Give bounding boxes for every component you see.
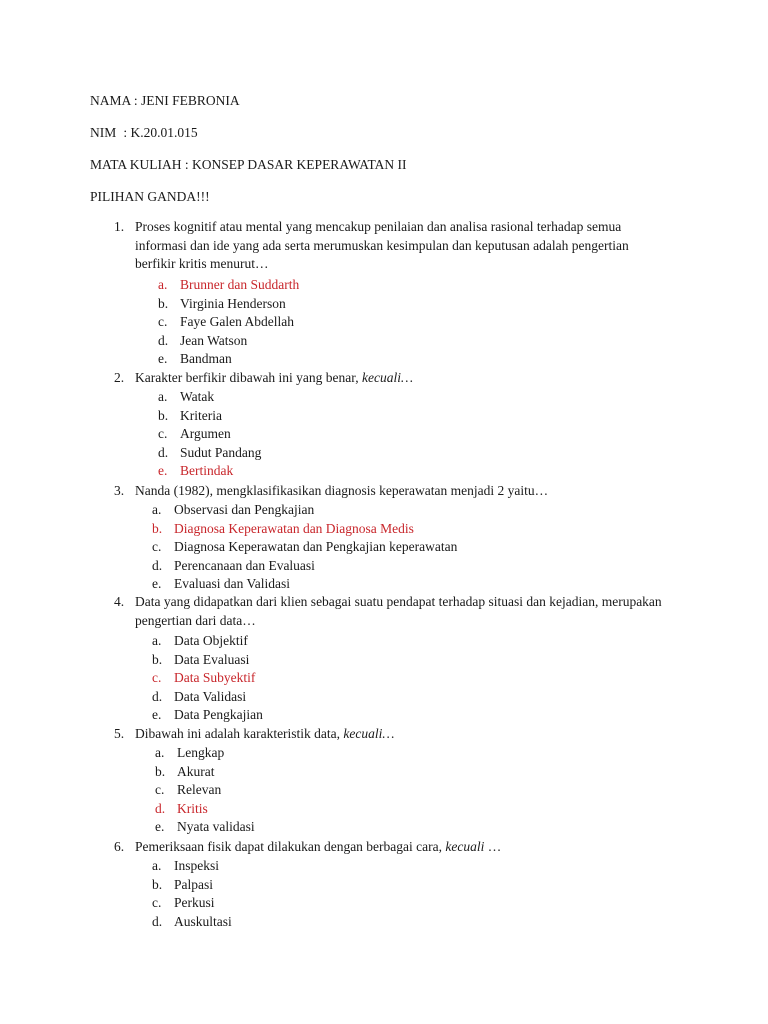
question-text-line: Dibawah ini adalah karakteristik data, <box>135 726 344 741</box>
nim-value: : K.20.01.015 <box>123 125 198 140</box>
option-letter: b. <box>152 876 163 892</box>
question-5 <box>114 725 674 744</box>
question-6 <box>114 838 674 857</box>
option-letter: b. <box>158 407 169 423</box>
student-name: NAMA : JENI FEBRONIA <box>90 93 240 108</box>
option-text: Observasi dan Pengkajian <box>174 502 315 517</box>
question-text <box>135 369 674 388</box>
option-text: Jean Watson <box>180 332 248 348</box>
question-text-line: Pemeriksaan fisik dapat dilakukan dengan berbagai cara, <box>135 839 446 854</box>
option-letter: c. <box>152 539 162 555</box>
option-letter: b. <box>152 651 163 667</box>
question-text <box>135 725 674 744</box>
option-letter: d. <box>155 800 166 816</box>
option-text: Kritis <box>177 800 208 816</box>
option-letter: c. <box>152 670 162 686</box>
section-title: PILIHAN GANDA!!! <box>90 189 210 204</box>
option-letter: a. <box>158 277 168 292</box>
option-letter: b. <box>152 520 163 536</box>
option-text: Brunner dan Suddarth <box>180 277 300 292</box>
option-text: Perencanaan dan Evaluasi <box>174 557 315 573</box>
question-emphasis: kecuali… <box>362 370 413 385</box>
question-text-line: berfikir kritis menurut… <box>135 256 269 271</box>
question-text-line: Karakter berfikir dibawah ini yang benar, <box>135 370 362 385</box>
question-number: 5. <box>114 726 125 741</box>
option-letter: b. <box>158 295 169 311</box>
question-number: 1. <box>114 219 125 234</box>
option-letter: d. <box>152 913 163 929</box>
question-text-line: informasi dan ide yang ada serta merumuskan kesimpulan dan keputusan adalah pengertian <box>135 237 629 253</box>
option-letter: d. <box>152 688 163 704</box>
option-text: Inspeksi <box>174 858 219 873</box>
option-letter: d. <box>158 332 169 348</box>
option-letter: e. <box>158 463 168 479</box>
option-text: Palpasi <box>174 876 213 892</box>
question-text-line: Data yang didapatkan dari klien sebagai suatu pendapat terhadap situasi dan kejadian, merupakan <box>135 594 662 609</box>
question-number: 6. <box>114 839 125 854</box>
question-1 <box>114 218 674 274</box>
option-letter: c. <box>155 782 165 798</box>
option-text: Kriteria <box>180 407 222 423</box>
option-letter: c. <box>158 314 168 330</box>
question-2 <box>114 369 674 388</box>
question-emphasis: kecuali <box>445 839 485 854</box>
option-letter: d. <box>152 557 163 573</box>
course-name: MATA KULIAH : KONSEP DASAR KEPERAWATAN II <box>90 157 407 172</box>
option-letter: b. <box>155 763 166 779</box>
question-number: 3. <box>114 483 125 498</box>
option-letter: a. <box>152 633 162 648</box>
option-text: Auskultasi <box>174 913 232 929</box>
option-text: Relevan <box>177 782 222 798</box>
nim-label: NIM <box>90 125 117 140</box>
option-text: Lengkap <box>177 745 225 760</box>
option-letter: c. <box>152 895 162 911</box>
option-letter: e. <box>155 819 165 835</box>
option-text: Argumen <box>180 426 231 442</box>
option-text: Virginia Henderson <box>180 295 286 311</box>
option-letter: e. <box>158 351 168 367</box>
option-text: Data Validasi <box>174 688 247 704</box>
question-4 <box>114 593 674 630</box>
option-letter: a. <box>152 858 162 873</box>
option-letter: a. <box>158 389 168 404</box>
option-text: Perkusi <box>174 895 215 911</box>
question-text <box>135 838 674 857</box>
question-text <box>135 482 674 501</box>
option-letter: a. <box>152 502 162 517</box>
option-letter: e. <box>152 576 162 592</box>
option-letter: a. <box>155 745 165 760</box>
question-text <box>135 593 674 630</box>
option-text: Watak <box>180 389 215 404</box>
option-text: Faye Galen Abdellah <box>180 314 294 330</box>
option-text: Data Objektif <box>174 633 248 648</box>
question-emphasis: kecuali… <box>343 726 395 741</box>
question-text-line: Proses kognitif atau mental yang mencakup penilaian dan analisa rasional terhadap semua <box>135 219 622 234</box>
question-number: 2. <box>114 370 125 385</box>
question-number: 4. <box>114 594 125 609</box>
option-letter: c. <box>158 426 168 442</box>
question-3 <box>114 482 674 501</box>
question-text <box>135 218 674 274</box>
option-text: Sudut Pandang <box>180 444 262 460</box>
option-text: Bandman <box>180 351 232 367</box>
question-suffix: … <box>484 839 502 854</box>
option-text: Evaluasi dan Validasi <box>174 576 290 592</box>
question-text-line: pengertian dari data… <box>135 612 256 628</box>
option-text: Diagnosa Keperawatan dan Diagnosa Medis <box>174 520 414 536</box>
option-text: Akurat <box>177 763 215 779</box>
option-text: Diagnosa Keperawatan dan Pengkajian keperawatan <box>174 539 458 555</box>
option-text: Data Subyektif <box>174 670 256 686</box>
option-text: Bertindak <box>180 463 234 479</box>
option-letter: e. <box>152 707 162 723</box>
question-text-line: Nanda (1982), mengklasifikasikan diagnosis keperawatan menjadi 2 yaitu… <box>135 483 549 498</box>
option-text: Nyata validasi <box>177 819 255 835</box>
student-nim <box>90 125 198 141</box>
option-text: Data Pengkajian <box>174 707 263 723</box>
option-letter: d. <box>158 444 169 460</box>
option-text: Data Evaluasi <box>174 651 250 667</box>
